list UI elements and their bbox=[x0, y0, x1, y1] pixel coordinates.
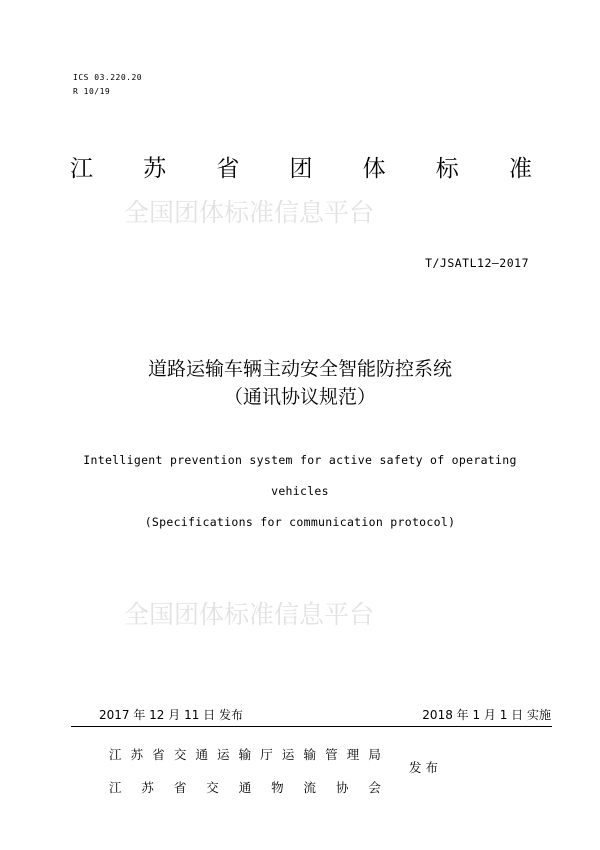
issuer-1 bbox=[109, 745, 381, 763]
issuer-char: 苏 bbox=[141, 780, 154, 795]
issuer-char: 理 bbox=[346, 747, 360, 762]
issuer-char: 江 bbox=[109, 747, 122, 762]
org-title-char: 江 bbox=[70, 155, 93, 182]
org-title-char: 团 bbox=[289, 155, 313, 182]
org-standard-title bbox=[70, 148, 532, 184]
issuer-char: 运 bbox=[217, 747, 230, 762]
issuer-char: 会 bbox=[368, 780, 381, 795]
implementation-date: 2018 年 1 月 1 日 实施 bbox=[422, 708, 551, 722]
title-cn-line1: 道路运输车辆主动安全智能防控系统 bbox=[147, 358, 452, 380]
issue-date: 2017 年 12 月 11 日 发布 bbox=[99, 708, 243, 722]
org-title-char: 苏 bbox=[143, 155, 167, 182]
watermark-top: 全国团体标准信息平台 bbox=[124, 198, 375, 227]
org-title-char: 省 bbox=[216, 155, 240, 182]
issuer-char: 通 bbox=[238, 780, 252, 795]
issuer-char: 省 bbox=[152, 747, 165, 762]
title-en-line3: (Specifications for communication protocol) bbox=[144, 515, 456, 529]
issuer-char: 流 bbox=[303, 780, 317, 795]
org-title-char: 准 bbox=[508, 155, 532, 182]
issuer-char: 管 bbox=[325, 747, 338, 762]
divider-line bbox=[71, 726, 552, 727]
watermark-bottom: 全国团体标准信息平台 bbox=[124, 600, 375, 629]
title-cn-line2: （通讯协议规范） bbox=[223, 386, 376, 408]
issuer-char: 通 bbox=[195, 747, 208, 762]
org-title-char: 体 bbox=[362, 155, 386, 182]
title-en-line1: Intelligent prevention system for active safety of operating bbox=[83, 453, 517, 467]
issuer-char: 输 bbox=[238, 747, 252, 762]
issuer-char: 厅 bbox=[260, 747, 273, 762]
issuer-char: 协 bbox=[335, 780, 349, 795]
ccs-code: R 10/19 bbox=[73, 87, 111, 96]
issuer-char: 物 bbox=[271, 780, 284, 795]
ics-code: ICS 03.220.20 bbox=[73, 73, 143, 82]
title-en-line2: vehicles bbox=[271, 484, 329, 498]
issuer-2 bbox=[109, 778, 381, 796]
classification-codes bbox=[73, 71, 142, 99]
issuer-char: 交 bbox=[173, 747, 187, 762]
issuer-char: 局 bbox=[368, 747, 381, 762]
standard-number: T/JSATL12—2017 bbox=[425, 256, 529, 270]
issuer-char: 苏 bbox=[130, 747, 144, 762]
issuer-char: 输 bbox=[303, 747, 316, 762]
publish-label: 发布 bbox=[409, 760, 443, 775]
org-title-char: 标 bbox=[435, 155, 459, 182]
issuer-char: 交 bbox=[206, 780, 219, 795]
issuer-char: 省 bbox=[173, 780, 187, 795]
issuer-char: 运 bbox=[281, 747, 295, 762]
issuer-char: 江 bbox=[109, 780, 122, 795]
